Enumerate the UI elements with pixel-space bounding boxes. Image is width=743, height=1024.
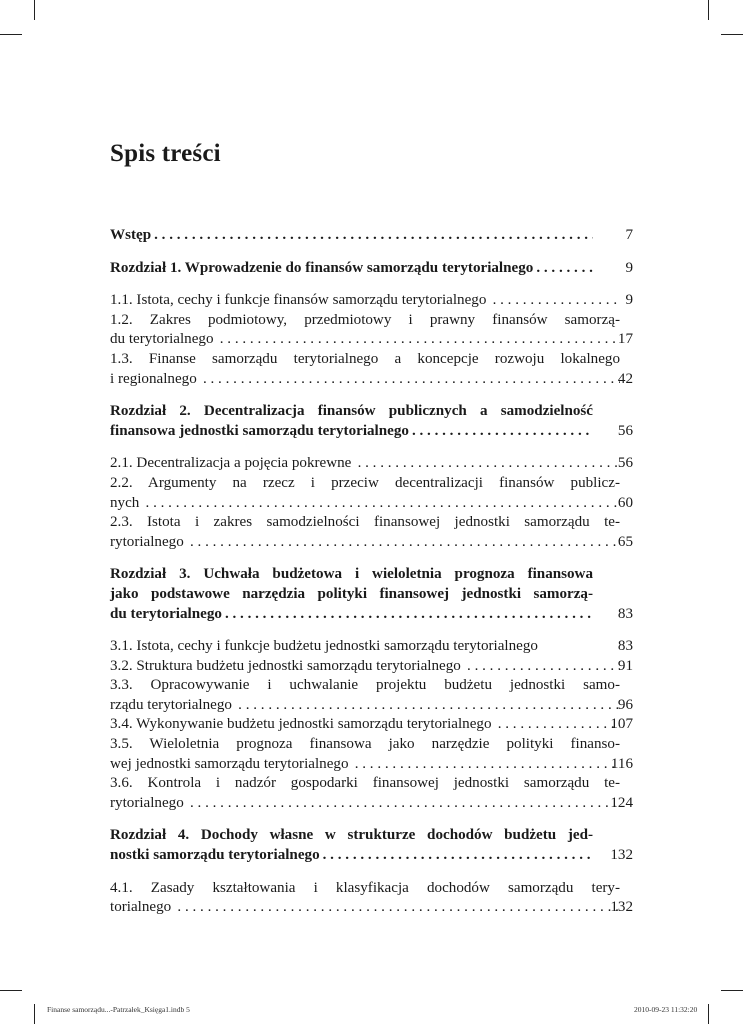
toc-line: 2.2. Argumenty na rzecz i przeciw decentralizacji finansów publicz- (110, 474, 620, 491)
toc-page-number: 132 (610, 847, 633, 864)
toc-page-number: 83 (617, 605, 633, 622)
toc-entry-title: i regionalnego (110, 370, 197, 387)
toc-chapter[interactable] (110, 226, 633, 246)
toc-line: jako podstawowe narzędzia polityki finansowej jednostki samorzą- (110, 585, 593, 602)
toc-page-number: 83 (617, 638, 633, 655)
dot-leader (187, 533, 620, 553)
dot-leader (235, 696, 620, 716)
toc-chapter[interactable] (110, 402, 633, 441)
crop-mark (34, 1004, 35, 1024)
toc-section[interactable] (110, 291, 633, 311)
dot-leader (217, 330, 620, 350)
toc-line (110, 226, 593, 246)
toc-entry-title: 3.4. Wykonywanie budżetu jednostki samorządu terytorialnego (110, 716, 492, 733)
toc-section[interactable] (110, 311, 633, 350)
toc-section[interactable] (110, 774, 633, 813)
toc-page-number: 9 (625, 292, 633, 309)
crop-mark (708, 0, 709, 20)
toc-section[interactable] (110, 637, 633, 657)
toc-chapter[interactable] (110, 826, 633, 865)
toc-entry-title: rytorialnego (110, 533, 184, 550)
toc-line (110, 637, 620, 657)
toc-line (110, 259, 593, 279)
toc-line (110, 370, 620, 390)
toc-line: Rozdział 3. Uchwała budżetowa i wieloletnia prognoza finansowa (110, 566, 593, 583)
dot-leader (354, 454, 620, 474)
dot-leader (536, 259, 593, 279)
toc-line (110, 846, 593, 866)
toc-line (110, 330, 620, 350)
toc-section[interactable] (110, 454, 633, 474)
toc-section[interactable] (110, 513, 633, 552)
toc-entry-title: Rozdział 1. Wprowadzenie do finansów samorządu terytorialnego (110, 259, 534, 276)
toc-section[interactable] (110, 715, 633, 735)
toc-section[interactable] (110, 735, 633, 774)
toc-page-number: 42 (617, 370, 633, 387)
toc-section[interactable] (110, 350, 633, 389)
crop-mark (0, 990, 22, 991)
toc-entry-title: 2.1. Decentralizacja a pojęcia pokrewne (110, 455, 352, 472)
crop-mark (721, 990, 743, 991)
toc-line: 3.3. Opracowywanie i uchwalanie projektu budżetu jednostki samo- (110, 677, 620, 694)
toc-line (110, 657, 620, 677)
toc-line: 1.3. Finanse samorządu terytorialnego a koncepcje rozwoju lokalnego (110, 350, 620, 367)
crop-mark (708, 1004, 709, 1024)
toc-page-number: 17 (617, 331, 633, 348)
toc-line (110, 422, 593, 442)
toc-page-number: 124 (610, 794, 633, 811)
toc-entry-title: rytorialnego (110, 794, 184, 811)
dot-leader (323, 846, 593, 866)
toc-entry-title: Wstęp (110, 227, 152, 243)
toc-section[interactable] (110, 474, 633, 513)
toc-line: Rozdział 2. Decentralizacja finansów publicznych a samodzielność (110, 403, 593, 420)
crop-mark (0, 34, 22, 35)
toc-entry-title: rządu terytorialnego (110, 696, 232, 713)
toc-page-number: 96 (617, 696, 633, 713)
dot-leader (412, 422, 593, 442)
toc-entry-title: 3.2. Struktura budżetu jednostki samorządu terytorialnego (110, 657, 461, 674)
toc-section[interactable] (110, 879, 633, 918)
toc-line (110, 755, 620, 775)
dot-leader (200, 370, 620, 390)
toc-page-number: 132 (610, 899, 633, 916)
toc-page-number: 56 (617, 422, 633, 439)
toc-line (110, 898, 620, 918)
toc-line: 4.1. Zasady kształtowania i klasyfikacja dochodów samorządu tery- (110, 879, 620, 896)
dot-leader (174, 898, 620, 918)
toc-chapter[interactable] (110, 565, 633, 624)
toc-page-number: 116 (610, 755, 633, 772)
toc-entry-title: du terytorialnego (110, 331, 214, 348)
toc-page-number: 56 (617, 455, 633, 472)
toc-line (110, 794, 620, 814)
toc-page-number: 7 (625, 227, 633, 243)
toc-entry-title: wej jednostki samorządu terytorialnego (110, 755, 349, 772)
toc-entry-title: nostki samorządu terytorialnego (110, 847, 320, 864)
toc-line: 2.3. Istota i zakres samodzielności finansowej jednostki samorządu te- (110, 514, 620, 531)
dot-leader (187, 794, 620, 814)
dot-leader (225, 605, 593, 625)
toc-entry-title: du terytorialnego (110, 605, 222, 622)
footer-timestamp: 2010-09-23 11:32:20 (634, 1005, 698, 1014)
page-title: Spis treści (110, 140, 221, 167)
toc-line (110, 533, 620, 553)
toc-line: Rozdział 4. Dochody własne w strukturze dochodów budżetu jed- (110, 827, 593, 844)
toc-line (110, 454, 620, 474)
toc-entry-title: 1.1. Istota, cechy i funkcje finansów samorządu terytorialnego (110, 292, 487, 309)
toc-page-number: 91 (617, 657, 633, 674)
toc-line (110, 494, 620, 514)
toc-entry-title: torialnego (110, 899, 172, 916)
crop-mark (34, 0, 35, 20)
toc-entry-title: nych (110, 494, 140, 511)
toc-line (110, 605, 593, 625)
toc-line: 3.6. Kontrola i nadzór gospodarki finansowej jednostki samorządu te- (110, 775, 620, 792)
toc-section[interactable] (110, 676, 633, 715)
toc-entry-title: 3.1. Istota, cechy i funkcje budżetu jednostki samorządu terytorialnego (110, 638, 538, 655)
toc-page-number: 107 (610, 716, 633, 733)
toc-entry-title: finansowa jednostki samorządu terytorialnego (110, 422, 409, 439)
toc-line: 1.2. Zakres podmiotowy, przedmiotowy i prawny finansów samorzą- (110, 311, 620, 328)
dot-leader (154, 226, 593, 246)
crop-mark (721, 34, 743, 35)
toc-section[interactable] (110, 657, 633, 677)
toc-line (110, 696, 620, 716)
dot-leader (142, 494, 620, 514)
toc-line (110, 715, 620, 735)
dot-leader (352, 755, 621, 775)
toc-page-number: 9 (625, 259, 633, 276)
toc-page-number: 65 (617, 533, 633, 550)
toc-page-number: 60 (617, 494, 633, 511)
table-of-contents (110, 226, 633, 918)
footer-file-info: Finanse samorządu...-Patrzałek_Księga1.indb 5 (47, 1005, 190, 1014)
toc-line (110, 291, 620, 311)
toc-chapter[interactable] (110, 259, 633, 279)
toc-line: 3.5. Wieloletnia prognoza finansowa jako narzędzie polityki finanso- (110, 736, 620, 753)
